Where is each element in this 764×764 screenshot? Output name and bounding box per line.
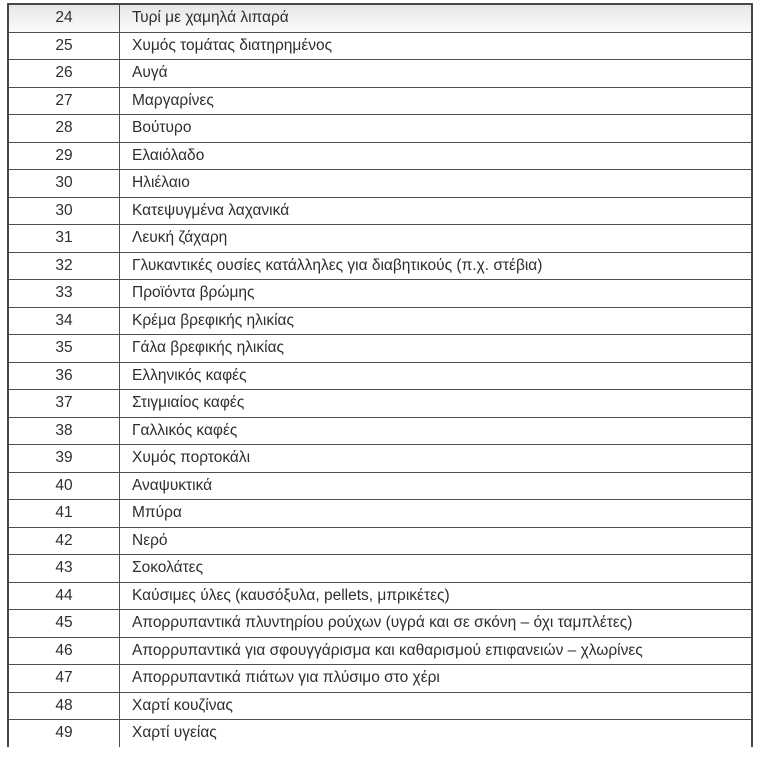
table-row: [8, 582, 752, 610]
row-number: 28: [8, 115, 120, 143]
row-label: Γαλλικός καφές: [120, 417, 753, 445]
row-label: Τυρί με χαμηλά λιπαρά: [120, 4, 753, 32]
table-row: [8, 555, 752, 583]
row-number: 27: [8, 87, 120, 115]
row-number: 29: [8, 142, 120, 170]
table-row: [8, 362, 752, 390]
row-label: Απορρυπαντικά πλυντηρίου ρούχων (υγρά και σε σκόνη – όχι ταμπλέτες): [120, 610, 753, 638]
row-label: Νερό: [120, 527, 753, 555]
row-label: Μαργαρίνες: [120, 87, 753, 115]
row-number: 37: [8, 390, 120, 418]
row-label: Αυγά: [120, 60, 753, 88]
table-row: [8, 307, 752, 335]
table-row: [8, 252, 752, 280]
table-row: [8, 32, 752, 60]
row-label: Χαρτί κουζίνας: [120, 692, 753, 720]
row-label: Ελαιόλαδο: [120, 142, 753, 170]
row-number: 45: [8, 610, 120, 638]
table-row: [8, 4, 752, 32]
row-label: Βούτυρο: [120, 115, 753, 143]
row-number: 43: [8, 555, 120, 583]
table-row: [8, 610, 752, 638]
row-number: 24: [8, 4, 120, 32]
row-label: Ηλιέλαιο: [120, 170, 753, 198]
table-row: [8, 225, 752, 253]
row-number: 30: [8, 197, 120, 225]
table-row: [8, 500, 752, 528]
row-label: Χυμός τομάτας διατηρημένος: [120, 32, 753, 60]
row-label: Κατεψυγμένα λαχανικά: [120, 197, 753, 225]
table-row: [8, 280, 752, 308]
table-row: [8, 720, 752, 747]
row-label: Γάλα βρεφικής ηλικίας: [120, 335, 753, 363]
row-label: Κρέμα βρεφικής ηλικίας: [120, 307, 753, 335]
row-number: 33: [8, 280, 120, 308]
row-number: 44: [8, 582, 120, 610]
row-number: 38: [8, 417, 120, 445]
table-row: [8, 142, 752, 170]
table-row: [8, 197, 752, 225]
table-row: [8, 60, 752, 88]
table-row: [8, 170, 752, 198]
row-number: 40: [8, 472, 120, 500]
row-label: Αναψυκτικά: [120, 472, 753, 500]
row-number: 48: [8, 692, 120, 720]
row-label: Σοκολάτες: [120, 555, 753, 583]
table-row: [8, 390, 752, 418]
table-row: [8, 335, 752, 363]
row-number: 42: [8, 527, 120, 555]
table-row: [8, 115, 752, 143]
row-label: Χυμός πορτοκάλι: [120, 445, 753, 473]
table-row: [8, 527, 752, 555]
row-number: 31: [8, 225, 120, 253]
row-number: 46: [8, 637, 120, 665]
row-number: 47: [8, 665, 120, 693]
table-row: [8, 87, 752, 115]
table-body: [8, 4, 752, 747]
row-label: Απορρυπαντικά πιάτων για πλύσιμο στο χέρι: [120, 665, 753, 693]
table-row: [8, 472, 752, 500]
table-row: [8, 417, 752, 445]
row-label: Χαρτί υγείας: [120, 720, 753, 747]
table-row: [8, 692, 752, 720]
row-number: 36: [8, 362, 120, 390]
row-number: 49: [8, 720, 120, 747]
row-number: 34: [8, 307, 120, 335]
row-label: Μπύρα: [120, 500, 753, 528]
row-number: 25: [8, 32, 120, 60]
row-number: 41: [8, 500, 120, 528]
row-number: 35: [8, 335, 120, 363]
table-row: [8, 665, 752, 693]
row-label: Ελληνικός καφές: [120, 362, 753, 390]
row-number: 26: [8, 60, 120, 88]
row-number: 30: [8, 170, 120, 198]
row-label: Στιγμιαίος καφές: [120, 390, 753, 418]
table-row: [8, 445, 752, 473]
row-number: 32: [8, 252, 120, 280]
row-label: Γλυκαντικές ουσίες κατάλληλες για διαβητικούς (π.χ. στέβια): [120, 252, 753, 280]
row-number: 39: [8, 445, 120, 473]
row-label: Λευκή ζάχαρη: [120, 225, 753, 253]
table-row: [8, 637, 752, 665]
row-label: Προϊόντα βρώμης: [120, 280, 753, 308]
row-label: Απορρυπαντικά για σφουγγάρισμα και καθαρισμού επιφανειών – χλωρίνες: [120, 637, 753, 665]
product-list-table: [7, 3, 753, 747]
row-label: Καύσιμες ύλες (καυσόξυλα, pellets, μπρικέτες): [120, 582, 753, 610]
